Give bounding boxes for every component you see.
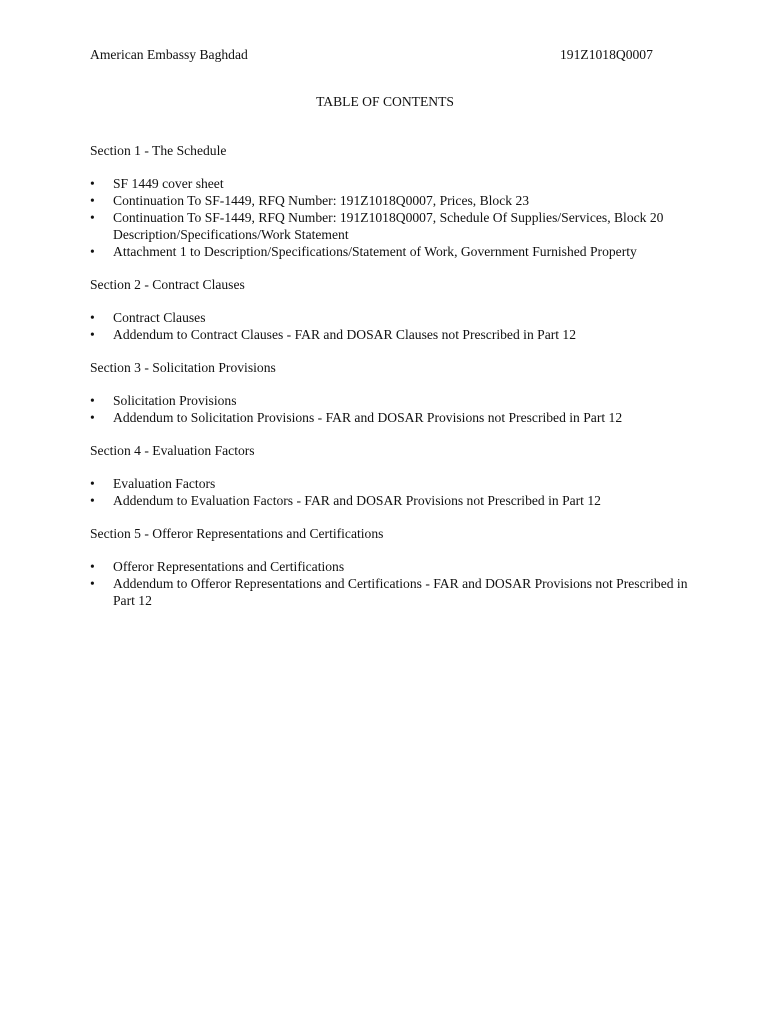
table-of-contents: [90, 142, 690, 625]
bullet-icon: •: [90, 193, 95, 208]
list-item: [90, 392, 690, 409]
page-title: TABLE OF CONTENTS: [316, 94, 454, 109]
bullet-icon: •: [90, 327, 95, 342]
list-item: [90, 492, 690, 509]
list-item-text: Addendum to Evaluation Factors - FAR and DOSAR Provisions not Prescribed in Part 12: [113, 493, 601, 508]
list-item-text: Addendum to Contract Clauses - FAR and DOSAR Clauses not Prescribed in Part 12: [113, 327, 577, 342]
section-item-list: [90, 475, 690, 509]
bullet-icon: •: [90, 244, 95, 259]
list-item-text: SF 1449 cover sheet: [113, 176, 224, 191]
toc-section-3: [90, 359, 690, 426]
bullet-icon: •: [90, 310, 95, 325]
bullet-icon: •: [90, 410, 95, 425]
bullet-icon: •: [90, 493, 95, 508]
toc-section-2: [90, 276, 690, 343]
bullet-icon: •: [90, 559, 95, 574]
bullet-icon: •: [90, 176, 95, 191]
list-item: [90, 309, 690, 326]
bullet-icon: •: [90, 393, 95, 408]
bullet-icon: •: [90, 476, 95, 491]
list-item: [90, 475, 690, 492]
bullet-icon: •: [90, 576, 95, 591]
list-item-text: Solicitation Provisions: [113, 393, 237, 408]
section-item-list: [90, 558, 690, 609]
list-item-text: Continuation To SF-1449, RFQ Number: 191Z1018Q0007, Prices, Block 23: [113, 193, 530, 208]
section-heading: Section 1 - The Schedule: [90, 143, 227, 158]
list-item-text: Offeror Representations and Certifications: [113, 559, 345, 574]
list-item: [90, 192, 690, 209]
section-heading: Section 4 - Evaluation Factors: [90, 443, 255, 458]
section-item-list: [90, 175, 690, 260]
toc-section-1: [90, 142, 690, 260]
header-organization: American Embassy Baghdad: [90, 47, 248, 62]
list-item: [90, 209, 690, 243]
header-document-number: 191Z1018Q0007: [560, 47, 653, 62]
section-item-list: [90, 309, 690, 343]
list-item: [90, 558, 690, 575]
list-item-text: Continuation To SF-1449, RFQ Number: 191Z1018Q0007, Schedule Of Supplies/Services, Block 20 Description/Specifications/Work Statement: [113, 210, 664, 242]
section-item-list: [90, 392, 690, 426]
list-item: [90, 409, 690, 426]
bullet-icon: •: [90, 210, 95, 225]
list-item: [90, 326, 690, 343]
list-item-text: Attachment 1 to Description/Specifications/Statement of Work, Government Furnished Property: [113, 244, 637, 259]
list-item: [90, 575, 690, 609]
section-heading: Section 2 - Contract Clauses: [90, 277, 245, 292]
list-item-text: Addendum to Offeror Representations and Certifications - FAR and DOSAR Provisions not Prescribed in Part 12: [113, 576, 688, 608]
toc-section-4: [90, 442, 690, 509]
list-item-text: Evaluation Factors: [113, 476, 216, 491]
section-heading: Section 5 - Offeror Representations and Certifications: [90, 526, 384, 541]
list-item-text: Contract Clauses: [113, 310, 206, 325]
toc-section-5: [90, 525, 690, 609]
list-item-text: Addendum to Solicitation Provisions - FAR and DOSAR Provisions not Prescribed in Part 12: [113, 410, 623, 425]
list-item: [90, 243, 690, 260]
section-heading: Section 3 - Solicitation Provisions: [90, 360, 276, 375]
list-item: [90, 175, 690, 192]
